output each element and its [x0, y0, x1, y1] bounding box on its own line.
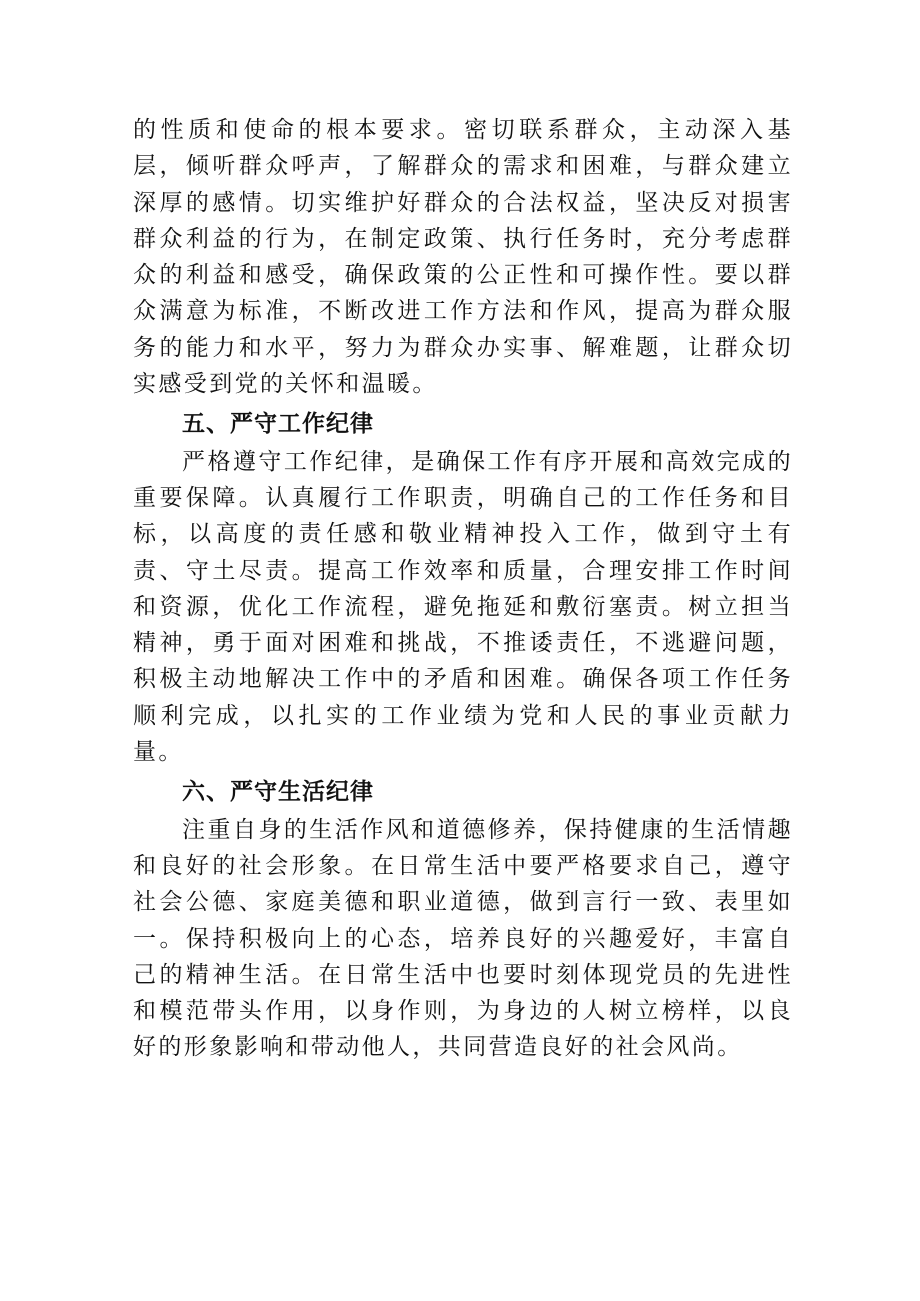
section-heading-work-discipline: 五、严守工作纪律: [182, 411, 374, 438]
paragraph-life-discipline: 注重自身的生活作风和道德修养，保持健康的生活情趣和良好的社会形象。在日常生活中要严格要求自己，遵守社会公德、家庭美德和职业道德，做到言行一致、表里如一。保持积极向上的心态，培养良好的兴趣爱好，丰富自己的精神生活。在日常生活中也要时刻体现党员的先进性和模范带头作用，以身作则，为身边的人树立榜样，以良好的形象影响和带动他人，共同营造良好的社会风尚。: [133, 816, 793, 1061]
paragraph-work-discipline: 严格遵守工作纪律，是确保工作有序开展和高效完成的重要保障。认真履行工作职责，明确自己的工作任务和目标，以高度的责任感和敬业精神投入工作，做到守土有责、守土尽责。提高工作效率和质量，合理安排工作时间和资源，优化工作流程，避免拖延和敷衍塞责。树立担当精神，勇于面对困难和挑战，不推诿责任，不逃避问题，积极主动地解决工作中的矛盾和困难。确保各项工作任务顺利完成，以扎实的工作业绩为党和人民的事业贡献力量。: [133, 448, 793, 766]
paragraph-mass-line-continued: 的性质和使命的根本要求。密切联系群众，主动深入基层，倾听群众呼声，了解群众的需求和困难，与群众建立深厚的感情。切实维护好群众的合法权益，坚决反对损害群众利益的行为，在制定政策、执行任务时，充分考虑群众的利益和感受，确保政策的公正性和可操作性。要以群众满意为标准，不断改进工作方法和作风，提高为群众服务的能力和水平，努力为群众办实事、解难题，让群众切实感受到党的关怀和温暖。: [133, 117, 793, 398]
section-heading-life-discipline: 六、严守生活纪律: [182, 779, 374, 806]
document-page: [133, 112, 793, 1066]
